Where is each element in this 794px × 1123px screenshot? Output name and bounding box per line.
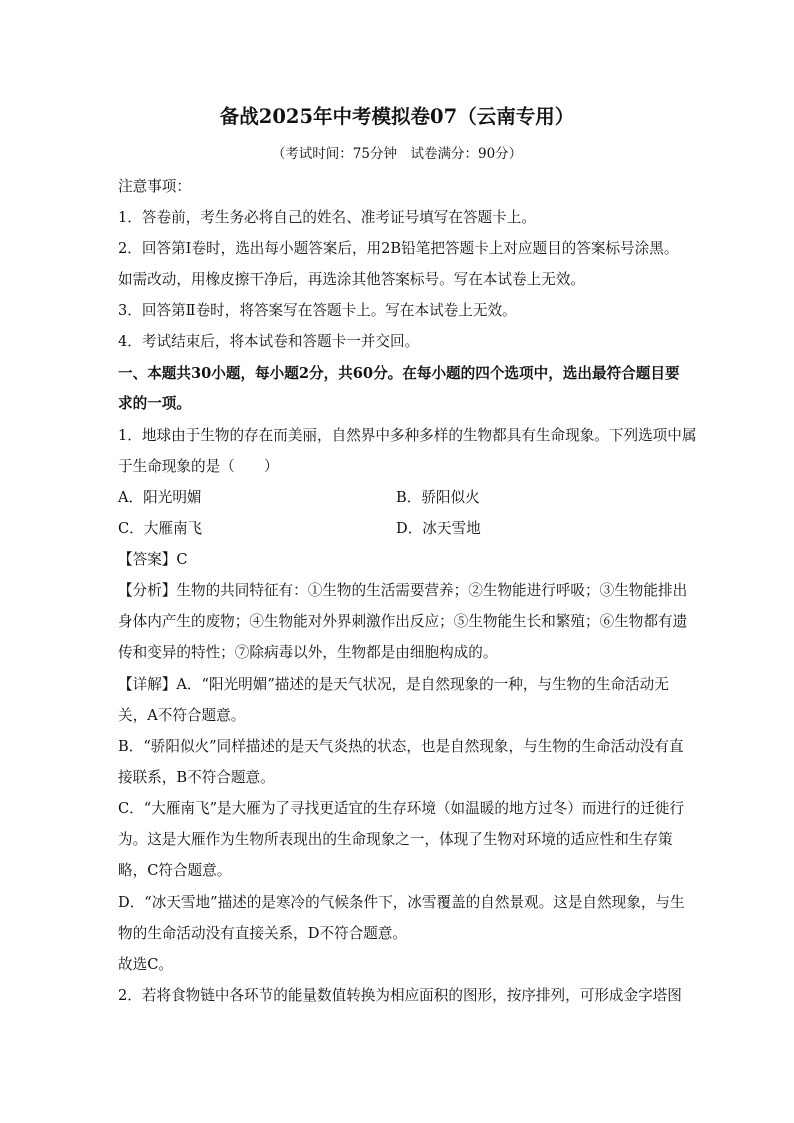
conclusion-line: 故选C。 bbox=[118, 956, 173, 973]
question-1-option-c: C．大雁南飞 bbox=[118, 520, 203, 537]
note-item: 4．考试结束后，将本试卷和答题卡一并交回。 bbox=[118, 333, 420, 350]
note-item: 1．答卷前，考生务必将自己的姓名、准考证号填写在答题卡上。 bbox=[118, 209, 536, 226]
question-1-stem: 1．地球由于生物的存在而美丽，自然界中多种多样的生物都具有生命现象。下列选项中属 bbox=[118, 427, 697, 444]
analysis-line: 【分析】生物的共同特征有：①生物的生活需要营养；②生物能进行呼吸；③生物能排出 bbox=[118, 582, 688, 599]
section-heading-continued: 求的一项。 bbox=[118, 395, 191, 412]
detail-line: C．“大雁南飞”是大雁为了寻找更适宜的生存环境（如温暖的地方过冬）而进行的迁徙行 bbox=[118, 800, 685, 817]
note-item: 3．回答第Ⅱ卷时，将答案写在答题卡上。写在本试卷上无效。 bbox=[118, 302, 517, 319]
detail-line: 关，A不符合题意。 bbox=[118, 707, 246, 724]
detail-line: B．“骄阳似火”同样描述的是天气炎热的状态，也是自然现象，与生物的生命活动没有直 bbox=[118, 738, 684, 755]
page-title: 备战2025年中考模拟卷07（云南专用） bbox=[219, 105, 575, 128]
analysis-line: 身体内产生的废物；④生物能对外界刺激作出反应；⑤生物能生长和繁殖；⑥生物都有遗 bbox=[118, 613, 688, 630]
analysis-line: 传和变异的特性；⑦除病毒以外，生物都是由细胞构成的。 bbox=[118, 644, 498, 661]
detail-line: 接联系，B不符合题意。 bbox=[118, 769, 275, 786]
detail-line: D．“冰天雪地”描述的是寒冷的气候条件下，冰雪覆盖的自然景观。这是自然现象，与生 bbox=[118, 894, 685, 911]
question-1-option-b: B．骄阳似火 bbox=[396, 489, 480, 506]
question-1-answer: 【答案】C bbox=[118, 551, 188, 568]
detail-line: 物的生命活动没有直接关系，D不符合题意。 bbox=[118, 925, 407, 942]
section-heading: 一、本题共30小题，每小题2分，共60分。在每小题的四个选项中，选出最符合题目要 bbox=[118, 365, 680, 382]
question-1-option-a: A．阳光明媚 bbox=[118, 489, 202, 506]
note-item: 2．回答第Ⅰ卷时，选出每小题答案后，用2B铅笔把答题卡上对应题目的答案标号涂黑。 bbox=[118, 240, 679, 257]
question-2-stem: 2．若将食物链中各环节的能量数值转换为相应面积的图形，按序排列，可形成金字塔图 bbox=[118, 987, 682, 1004]
exam-info: （考试时间：75分钟 试卷满分：90分） bbox=[271, 146, 523, 162]
detail-line: 为。这是大雁作为生物所表现出的生命现象之一，体现了生物对环境的适应性和生存策 bbox=[118, 831, 673, 848]
detail-line: 【详解】A．“阳光明媚”描述的是天气状况，是自然现象的一种，与生物的生命活动无 bbox=[118, 676, 669, 693]
note-item: 如需改动，用橡皮擦干净后，再选涂其他答案标号。写在本试卷上无效。 bbox=[118, 271, 586, 288]
question-1-stem-continued: 于生命现象的是（ ） bbox=[118, 458, 279, 475]
notes-heading: 注意事项： bbox=[118, 178, 191, 195]
question-1-option-d: D．冰天雪地 bbox=[396, 520, 481, 537]
detail-line: 略，C符合题意。 bbox=[118, 862, 232, 879]
